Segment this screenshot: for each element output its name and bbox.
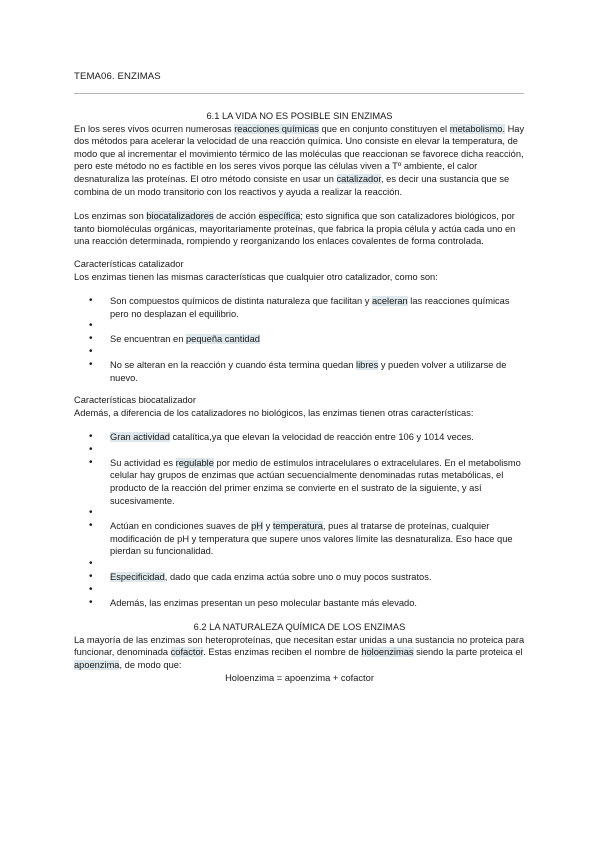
text: , es decir una sustancia que se combina de un modo transitorio con los reactivos y ayuda a realizar la reacción. xyxy=(74,173,510,197)
list-item xyxy=(74,431,525,444)
highlight: aceleran xyxy=(372,296,408,307)
highlight: holoenzimas xyxy=(361,647,414,658)
paragraph-naturaleza xyxy=(74,634,525,672)
text: por medio de estímulos intracelulares o extracelulares. En el metabolismo celular hay grupos de enzimas que actúan secuencialmente denominadas rutas metabólicas, el producto de la reacción del primer enzima se convierte en el sustrato de la siguiente, y así sucesivamente. xyxy=(110,457,521,506)
highlight: pequeña cantidad xyxy=(185,334,260,345)
list-item xyxy=(74,520,525,558)
list-item xyxy=(74,571,525,584)
text: las reacciones químicas pero no desplazan el equilibrio. xyxy=(110,296,510,319)
highlight: regulable xyxy=(175,457,214,468)
spacer xyxy=(74,320,525,333)
text: Además, las enzimas presentan un peso molecular bastante más elevado. xyxy=(110,597,417,608)
highlight: temperatura xyxy=(272,521,323,532)
text: En los seres vivos ocurren numerosas xyxy=(74,123,235,134)
list-item xyxy=(74,333,525,346)
text: , de modo que: xyxy=(119,660,182,670)
document-body xyxy=(74,110,525,684)
text: que en conjunto constituyen el xyxy=(318,123,450,134)
text: ; esto significa que son catalizadores biológicos, por tanto biomoléculas orgánicas, mayoritariamente proteínas, que fabrica la propia célula y actúa cada uno en una reacción determinada, rompiendo y reorganizando los enlaces covalentes de forma controlada. xyxy=(74,211,516,247)
text: , dado que cada enzima actúa sobre uno o muy pocos sustratos. xyxy=(164,572,432,583)
highlight: libres xyxy=(356,359,379,370)
list-item xyxy=(74,457,525,507)
text: catalítica,ya que elevan la velocidad de reacción entre 106 y 1014 veces. xyxy=(169,432,474,443)
subheading-biocatalizador: Características biocatalizador xyxy=(74,395,196,406)
highlight: catalizador xyxy=(336,173,381,184)
text: La mayoría de las enzimas son heteroproteínas, que necesitan estar unidas a una sustancia no proteica para funcionar, denominada xyxy=(74,634,525,658)
spacer xyxy=(74,558,525,571)
text: y xyxy=(263,521,273,532)
subheading-catalizador: Características catalizador xyxy=(74,258,184,269)
list-item xyxy=(74,597,525,610)
text: Los enzimas son xyxy=(74,211,147,222)
paragraph-bio-intro: Además, a diferencia de los catalizadores no biológicos, las enzimas tienen otras características: xyxy=(74,407,474,418)
text: Hay dos métodos para acelerar la velocidad de una reacción química. Uno consiste en elevar la temperatura, de modo que al incrementar el movimiento térmico de las moléculas que reaccionan se favorece dicha reacción, pero este método no es factible en los seres vivos porque las células viven a Tº ambiente, el calor desnaturaliza las proteínas. El otro método consiste en usar un xyxy=(74,123,525,184)
formula: Holoenzima = apoenzima + cofactor xyxy=(225,672,374,683)
highlight: reacciones químicas xyxy=(234,123,319,134)
paragraph-intro xyxy=(74,123,525,199)
spacer xyxy=(74,507,525,520)
text: siendo la parte proteica el xyxy=(413,647,523,658)
text: Actúan en condiciones suaves de xyxy=(110,521,252,532)
highlight: apoenzima xyxy=(74,660,120,670)
highlight: Especificidad xyxy=(110,572,165,583)
list-biocatalizador xyxy=(74,431,525,609)
highlight: metabolismo. xyxy=(449,123,505,134)
text: . Estas enzimas reciben el nombre de xyxy=(203,647,362,658)
highlight: específica xyxy=(258,211,301,222)
spacer xyxy=(74,346,525,359)
header-divider xyxy=(74,93,524,94)
section-title: 6.1 LA VIDA NO ES POSIBLE SIN ENZIMAS xyxy=(206,111,393,121)
text: Su actividad es xyxy=(110,457,176,468)
list-item xyxy=(74,359,525,384)
paragraph-definition xyxy=(74,210,525,248)
page-header: TEMA06. ENZIMAS xyxy=(74,71,161,82)
text: de acción xyxy=(213,211,259,222)
text: , pues al tratarse de proteínas, cualquier modificación de pH y temperatura que supere unos valores límite las desnaturaliza. Eso hace que pierdan su funcionalidad. xyxy=(110,521,513,557)
text: No se alteran en la reacción y cuando ésta termina quedan xyxy=(110,359,357,370)
spacer xyxy=(74,444,525,457)
highlight: biocatalizadores xyxy=(146,211,214,222)
list-catalizador xyxy=(74,295,525,384)
highlight: cofactor xyxy=(170,647,204,658)
text: y pueden volver a utilizarse de nuevo. xyxy=(110,359,507,383)
paragraph-cat-intro: Los enzimas tienen las mismas características que cualquier otro catalizador, como son: xyxy=(74,271,438,282)
list-item xyxy=(74,295,525,320)
highlight: Gran actividad xyxy=(110,432,170,443)
highlight: pH xyxy=(251,521,263,532)
text: Son compuestos químicos de distinta naturaleza que facilitan y xyxy=(110,296,373,307)
spacer xyxy=(74,584,525,597)
text: Se encuentran en xyxy=(110,334,186,345)
section-title: 6.2 LA NATURALEZA QUÍMICA DE LOS ENZIMAS xyxy=(193,622,406,633)
